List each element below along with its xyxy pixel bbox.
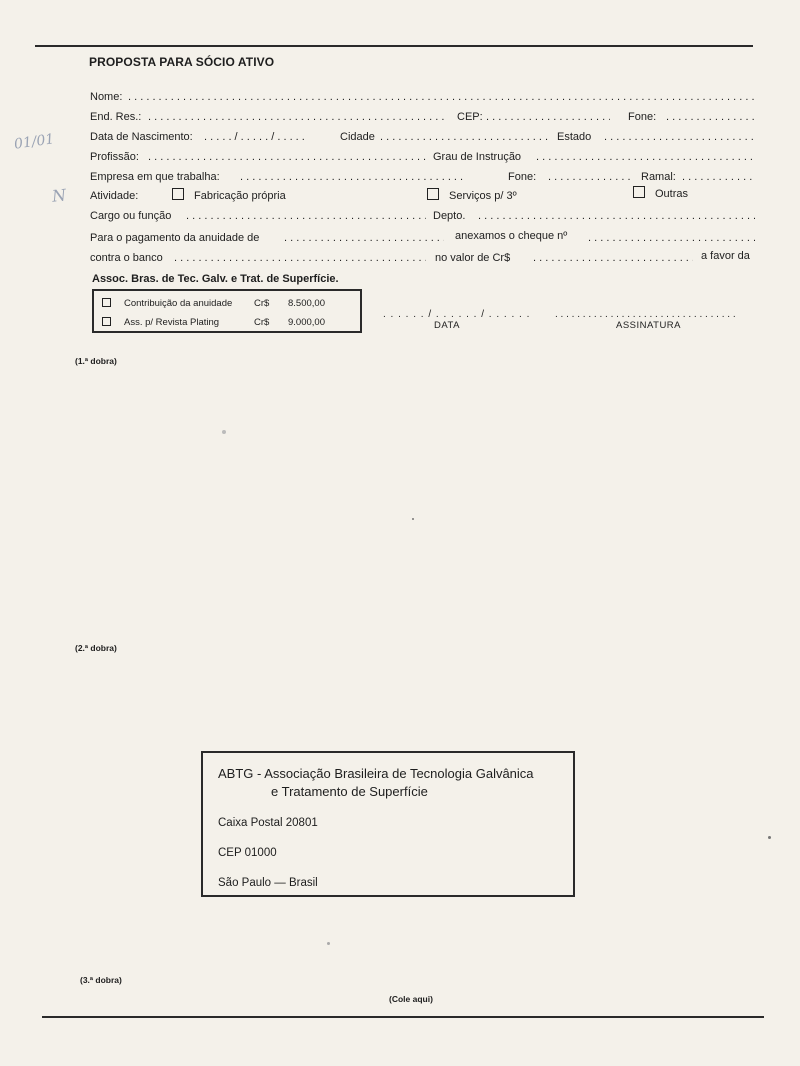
field-pagamento	[90, 232, 755, 248]
address-city: São Paulo — Brasil	[218, 877, 318, 889]
label-grau-instrucao: Grau de Instrução	[433, 151, 522, 163]
fee-value: 9.000,00	[288, 317, 325, 328]
label-valor: no valor de Cr$	[435, 252, 511, 264]
label-empresa: Empresa em que trabalha:	[90, 171, 220, 183]
fold-mark-3: (3.ª dobra)	[80, 975, 122, 985]
data-nascimento-input[interactable]: . . . . . / . . . . . / . . . . .	[204, 131, 305, 143]
label-fone: Fone:	[628, 111, 657, 123]
paper-speck	[327, 942, 330, 945]
label-fone-empresa: Fone:	[508, 171, 537, 183]
field-profissao	[90, 151, 755, 167]
label-pagamento: Para o pagamento da anuidade de	[90, 232, 260, 244]
cep-input[interactable]	[486, 111, 610, 125]
association-name: Assoc. Bras. de Tec. Galv. e Trat. de Superfície.	[92, 273, 339, 285]
fee-value: 8.500,00	[288, 298, 325, 309]
field-banco	[90, 252, 755, 268]
option-servicos[interactable]	[427, 188, 517, 202]
caixa-postal: Caixa Postal 20801	[218, 817, 318, 829]
option-fabricacao[interactable]	[172, 188, 286, 202]
label-cep: CEP:	[457, 111, 483, 123]
end-res-input[interactable]	[148, 111, 444, 125]
depto-input[interactable]	[478, 210, 755, 224]
fee-row-anuidade[interactable]	[102, 298, 325, 312]
cargo-input[interactable]	[186, 210, 426, 224]
option-outras[interactable]	[633, 186, 688, 200]
label-profissao: Profissão:	[90, 151, 139, 163]
field-empresa	[90, 171, 755, 187]
fee-currency: Cr$	[254, 317, 270, 328]
label-atividade: Atividade:	[90, 190, 139, 202]
org-name-line1: ABTG - Associação Brasileira de Tecnologia Galvânica	[218, 766, 534, 781]
fabricacao-label: Fabricação própria	[194, 190, 286, 202]
banco-input[interactable]	[174, 252, 426, 266]
field-end-res	[90, 111, 755, 127]
label-estado: Estado	[557, 131, 592, 143]
ramal-input[interactable]	[682, 171, 755, 185]
empresa-input[interactable]	[240, 171, 466, 185]
cidade-input[interactable]	[380, 131, 548, 145]
fee-row-revista[interactable]	[102, 317, 325, 331]
fabricacao-checkbox[interactable]	[172, 188, 184, 200]
form-title: PROPOSTA PARA SÓCIO ATIVO	[89, 55, 275, 69]
fone-empresa-input[interactable]	[548, 171, 630, 185]
field-atividade	[90, 190, 755, 206]
label-cidade: Cidade	[340, 131, 375, 143]
fee-label: Ass. p/ Revista Plating	[124, 317, 220, 328]
fee-currency: Cr$	[254, 298, 270, 309]
date-input[interactable]: . . . . . . / . . . . . . / . . . . . .	[383, 309, 531, 320]
profissao-input[interactable]	[148, 151, 428, 165]
valor-input[interactable]	[533, 252, 693, 266]
label-end-res: End. Res.:	[90, 111, 142, 123]
field-data-nascimento	[90, 131, 755, 147]
label-favor: a favor da	[701, 250, 750, 262]
mailing-address-box	[201, 751, 575, 897]
handwritten-note: 01/01	[13, 131, 56, 153]
paper-speck	[768, 836, 771, 839]
field-nome	[90, 91, 755, 107]
outras-label: Outras	[655, 188, 689, 200]
org-name-line2: e Tratamento de Superfície	[271, 784, 428, 799]
top-rule	[35, 45, 753, 47]
anuidade-input[interactable]	[284, 232, 444, 246]
grau-instrucao-input[interactable]	[536, 151, 755, 165]
signature-label: ASSINATURA	[616, 320, 682, 331]
glue-here-label: (Cole aqui)	[389, 994, 433, 1004]
fold-mark-1: (1.ª dobra)	[75, 356, 117, 366]
servicos-label: Serviços p/ 3º	[449, 190, 517, 202]
nome-input[interactable]	[128, 91, 755, 105]
label-depto: Depto.	[433, 210, 466, 222]
date-label: DATA	[434, 320, 460, 331]
anuidade-checkbox[interactable]	[102, 298, 111, 307]
bottom-rule	[42, 1016, 764, 1018]
fone-input[interactable]	[666, 111, 755, 125]
label-nome: Nome:	[90, 91, 123, 103]
field-cargo	[90, 210, 755, 226]
paper-speck	[412, 518, 414, 520]
label-ramal: Ramal:	[641, 171, 676, 183]
handwritten-mark: N	[51, 185, 67, 206]
paper-speck	[222, 430, 226, 434]
fee-label: Contribuição da anuidade	[124, 298, 233, 309]
estado-input[interactable]	[604, 131, 755, 145]
fold-mark-2: (2.ª dobra)	[75, 643, 117, 653]
label-banco: contra o banco	[90, 252, 163, 264]
label-cargo: Cargo ou função	[90, 210, 172, 222]
revista-checkbox[interactable]	[102, 317, 111, 326]
servicos-checkbox[interactable]	[427, 188, 439, 200]
address-cep: CEP 01000	[218, 847, 277, 859]
label-anexamos: anexamos o cheque nº	[455, 230, 568, 242]
label-data-nascimento: Data de Nascimento:	[90, 131, 193, 143]
fee-box	[92, 289, 362, 333]
outras-checkbox[interactable]	[633, 186, 645, 198]
cheque-input[interactable]	[588, 232, 755, 246]
